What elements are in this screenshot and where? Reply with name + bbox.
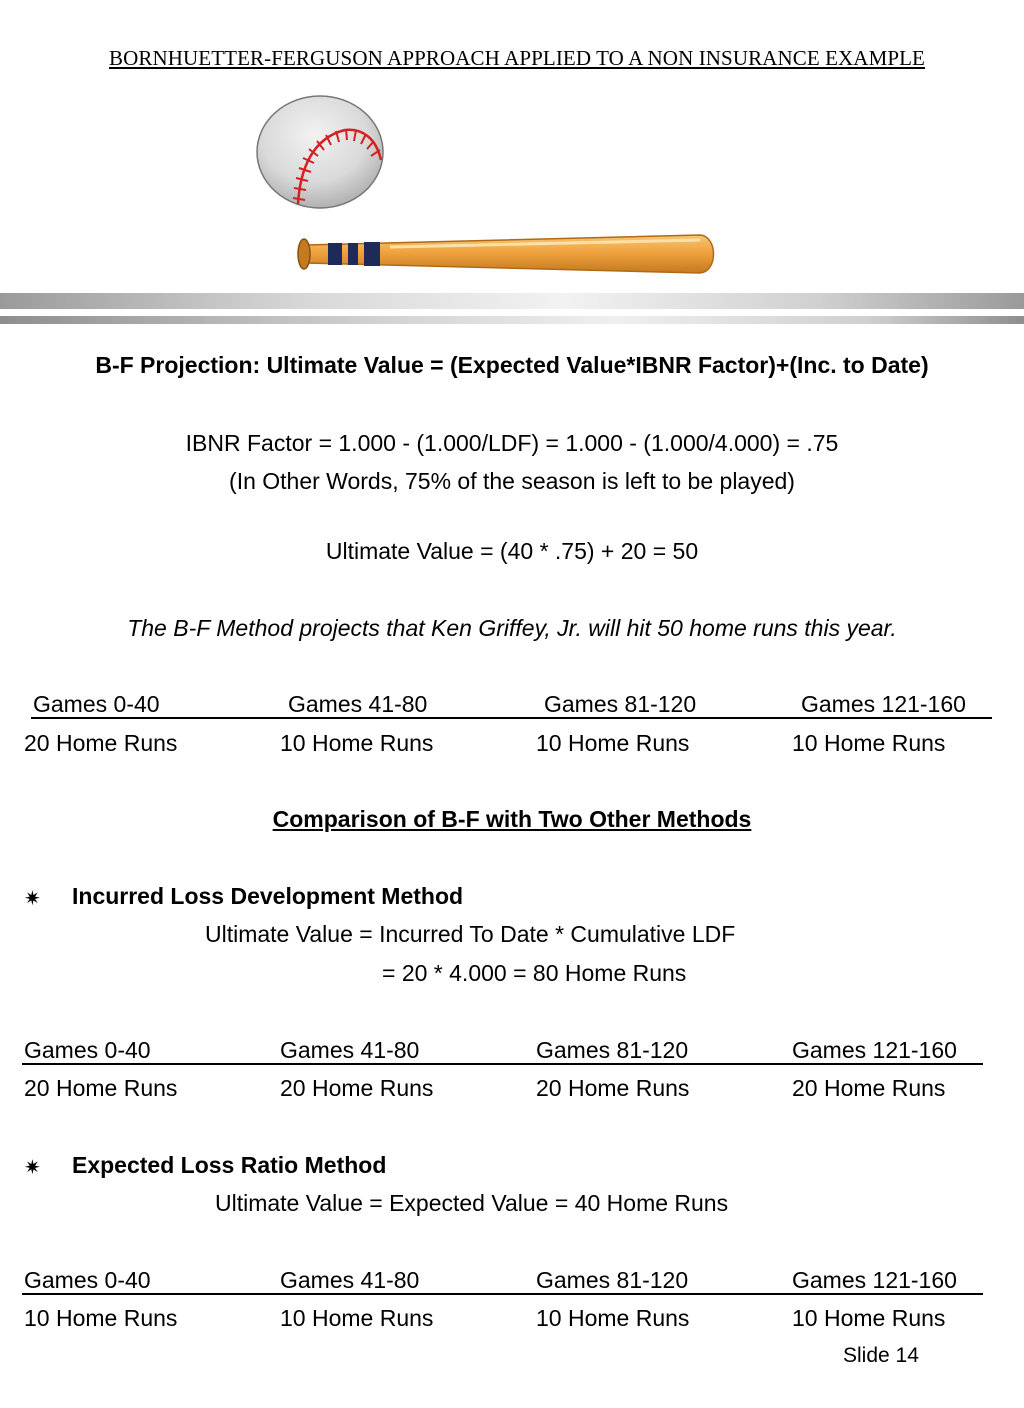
ild-formula: Ultimate Value = Incurred To Date * Cumulative LDF xyxy=(205,921,736,947)
bf-formula: B-F Projection: Ultimate Value = (Expected Value*IBNR Factor)+(Inc. to Date) xyxy=(95,352,929,378)
bf-header-2: Games 41-80 xyxy=(288,691,428,717)
baseball-bat-icon xyxy=(298,235,714,273)
elr-header-1: Games 0-40 xyxy=(24,1267,151,1293)
slide-number: Slide 14 xyxy=(843,1344,919,1367)
elr-header-4: Games 121-160 xyxy=(792,1267,957,1293)
star-bullet-icon: ✷ xyxy=(24,1157,41,1179)
elr-value-3: 10 Home Runs xyxy=(536,1305,690,1331)
bf-header-1: Games 0-40 xyxy=(33,691,160,717)
elr-formula: Ultimate Value = Expected Value = 40 Home Runs xyxy=(215,1190,729,1216)
elr-heading: Expected Loss Ratio Method xyxy=(72,1152,387,1178)
ild-value-2: 20 Home Runs xyxy=(280,1075,434,1101)
bf-value-3: 10 Home Runs xyxy=(536,730,690,756)
ild-header-underline xyxy=(22,1063,983,1065)
bf-header-3: Games 81-120 xyxy=(544,691,697,717)
baseball-icon xyxy=(257,96,383,208)
bf-header-4: Games 121-160 xyxy=(801,691,966,717)
elr-header-3: Games 81-120 xyxy=(536,1267,689,1293)
ild-header-4: Games 121-160 xyxy=(792,1037,957,1063)
elr-value-4: 10 Home Runs xyxy=(792,1305,946,1331)
ibnr-note: (In Other Words, 75% of the season is left to be played) xyxy=(229,468,795,494)
bf-header-underline xyxy=(31,717,992,719)
bf-value-1: 20 Home Runs xyxy=(24,730,178,756)
bf-conclusion: The B-F Method projects that Ken Griffey, Jr. will hit 50 home runs this year. xyxy=(127,615,897,641)
star-bullet-icon: ✷ xyxy=(24,888,41,910)
elr-value-2: 10 Home Runs xyxy=(280,1305,434,1331)
divider-band-bottom xyxy=(0,316,1024,324)
ild-value-4: 20 Home Runs xyxy=(792,1075,946,1101)
bf-value-2: 10 Home Runs xyxy=(280,730,434,756)
comparison-title: Comparison of B-F with Two Other Methods xyxy=(272,806,752,832)
elr-header-2: Games 41-80 xyxy=(280,1267,420,1293)
elr-value-1: 10 Home Runs xyxy=(24,1305,178,1331)
ild-header-2: Games 41-80 xyxy=(280,1037,420,1063)
ild-calculation: = 20 * 4.000 = 80 Home Runs xyxy=(382,960,687,986)
bf-value-4: 10 Home Runs xyxy=(792,730,946,756)
ild-value-3: 20 Home Runs xyxy=(536,1075,690,1101)
baseball-clipart xyxy=(0,90,1024,290)
slide-title: BORNHUETTER-FERGUSON APPROACH APPLIED TO A NON INSURANCE EXAMPLE xyxy=(109,46,925,70)
divider-band-top xyxy=(0,293,1024,309)
elr-header-underline xyxy=(22,1293,983,1295)
ild-header-1: Games 0-40 xyxy=(24,1037,151,1063)
bf-ultimate-value: Ultimate Value = (40 * .75) + 20 = 50 xyxy=(325,538,699,564)
ibnr-factor-line: IBNR Factor = 1.000 - (1.000/LDF) = 1.000 - (1.000/4.000) = .75 xyxy=(185,430,839,456)
ild-header-3: Games 81-120 xyxy=(536,1037,689,1063)
ild-heading: Incurred Loss Development Method xyxy=(72,883,464,909)
ild-value-1: 20 Home Runs xyxy=(24,1075,178,1101)
